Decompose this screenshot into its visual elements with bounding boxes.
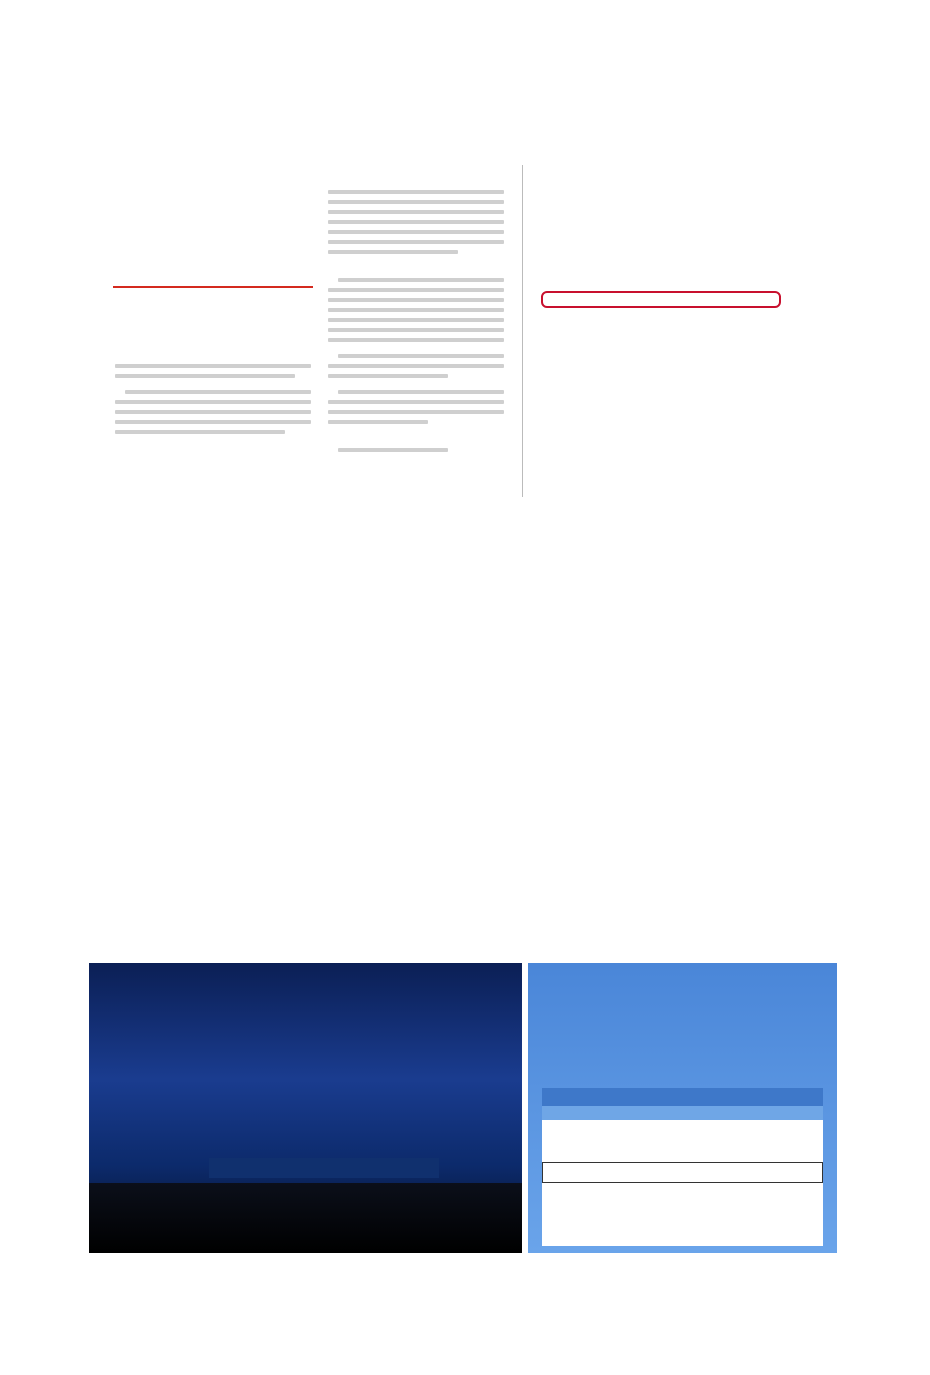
body-text-line <box>328 318 504 322</box>
highlight-circle <box>541 291 781 308</box>
text-line <box>89 606 841 662</box>
red-divider <box>113 286 313 288</box>
audience <box>89 1183 522 1253</box>
document-scan-list-table <box>522 165 787 497</box>
body-text-line <box>115 364 311 368</box>
body-text-line <box>125 390 311 394</box>
body-text-line <box>115 400 311 404</box>
body-text-line <box>338 390 504 394</box>
body-text-line <box>338 448 448 452</box>
body-text-line <box>115 420 311 424</box>
body-text-line <box>328 364 504 368</box>
body-text-line <box>328 308 504 312</box>
body-text-line <box>328 338 504 342</box>
text-line <box>89 42 841 98</box>
body-text-line <box>328 400 504 404</box>
body-text-line <box>115 410 311 414</box>
body-text-line <box>328 374 448 378</box>
body-text-line <box>115 430 285 434</box>
paragraph-conference <box>89 550 841 942</box>
body-text-line <box>338 354 504 358</box>
stage <box>209 1158 439 1178</box>
body-text-line <box>328 220 504 224</box>
body-text-line <box>328 410 504 414</box>
document-scan-page-2 <box>318 168 513 496</box>
text-line <box>89 98 841 154</box>
case-list-table <box>542 1088 823 1246</box>
body-text-line <box>328 250 458 254</box>
photo-award-ceremony <box>89 963 522 1253</box>
body-text-line <box>328 298 504 302</box>
text-line <box>89 830 841 886</box>
paragraph-award <box>89 42 841 154</box>
text-line <box>89 662 841 718</box>
category-row <box>542 1106 823 1120</box>
photo-case-list-poster <box>528 963 837 1253</box>
body-text-line <box>328 200 504 204</box>
body-text-line <box>338 278 504 282</box>
body-text-line <box>328 288 504 292</box>
body-text-line <box>328 230 504 234</box>
text-line <box>89 550 841 606</box>
body-text-line <box>328 190 504 194</box>
text-line <box>89 886 841 942</box>
text-line <box>89 718 841 774</box>
body-text-line <box>328 210 504 214</box>
text-line <box>89 774 841 830</box>
body-text-line <box>328 420 428 424</box>
body-text-line <box>328 328 504 332</box>
body-text-line <box>328 240 504 244</box>
table-header <box>542 1088 823 1106</box>
document-scan-page-1 <box>95 168 313 496</box>
body-text-line <box>115 374 295 378</box>
highlighted-row-frame <box>542 1162 823 1183</box>
